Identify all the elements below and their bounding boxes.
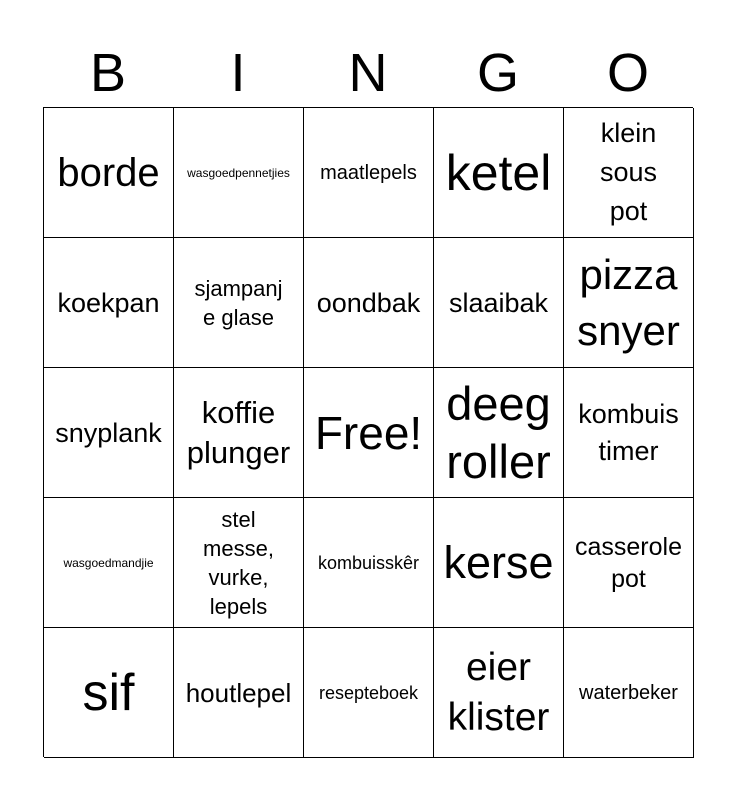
header-letter-o: O xyxy=(606,43,649,103)
cell-text: casserole pot xyxy=(575,532,682,593)
cell-text: sjampanje glase xyxy=(194,275,283,330)
cell-text: deeg roller xyxy=(446,376,551,488)
bingo-cell[interactable] xyxy=(44,108,174,238)
cell-text: snyplank xyxy=(55,417,162,448)
bingo-cell[interactable] xyxy=(304,628,434,758)
bingo-cell[interactable] xyxy=(174,628,304,758)
cell-text: kombuis timer xyxy=(578,398,679,466)
bingo-cell[interactable] xyxy=(564,498,694,628)
cell-text: wasgoedpennetjies xyxy=(187,165,290,180)
bingo-cell[interactable] xyxy=(44,238,174,368)
cell-text: waterbeker xyxy=(579,681,678,704)
cell-text: slaaibak xyxy=(448,287,549,318)
cell-text: klein sous pot xyxy=(599,118,658,226)
cell-text: koekpan xyxy=(57,287,160,318)
bingo-cell[interactable] xyxy=(434,238,564,368)
cell-text: sif xyxy=(82,663,135,722)
bingo-cell[interactable] xyxy=(44,368,174,498)
bingo-cell[interactable] xyxy=(434,368,564,498)
bingo-cell[interactable] xyxy=(174,238,304,368)
cell-text: Free! xyxy=(314,406,423,459)
bingo-cell[interactable] xyxy=(434,108,564,238)
cell-text: stel messe, vurke, lepels xyxy=(203,506,274,619)
cell-text: ketel xyxy=(445,144,552,201)
bingo-cell[interactable] xyxy=(174,368,304,498)
cell-text: pizza snyer xyxy=(577,250,680,354)
cell-text: eier klister xyxy=(447,645,550,739)
bingo-cell[interactable] xyxy=(434,628,564,758)
header-letter-n: N xyxy=(348,43,388,103)
cell-text: kerse xyxy=(443,536,554,588)
cell-text: maatlepels xyxy=(320,161,417,184)
header-letter-g: G xyxy=(476,43,519,103)
bingo-cell[interactable] xyxy=(564,368,694,498)
cell-text: resepteboek xyxy=(318,682,419,703)
bingo-cell[interactable] xyxy=(564,238,694,368)
bingo-cell[interactable] xyxy=(304,368,434,498)
cell-text: koffie plunger xyxy=(186,394,291,470)
cell-text: wasgoedmandjie xyxy=(63,555,154,570)
cell-text: kombuisskêr xyxy=(317,552,420,573)
cell-text: oondbak xyxy=(316,287,421,318)
bingo-cell[interactable] xyxy=(44,498,174,628)
cell-text: houtlepel xyxy=(185,677,292,708)
bingo-cell[interactable] xyxy=(304,498,434,628)
bingo-cell[interactable] xyxy=(304,238,434,368)
bingo-card-grid xyxy=(43,107,693,757)
bingo-cell[interactable] xyxy=(564,628,694,758)
bingo-cell[interactable] xyxy=(304,108,434,238)
bingo-cell[interactable] xyxy=(174,498,304,628)
bingo-cell[interactable] xyxy=(564,108,694,238)
bingo-cell[interactable] xyxy=(434,498,564,628)
cell-text: borde xyxy=(57,150,160,195)
bingo-header xyxy=(43,38,693,108)
bingo-cell[interactable] xyxy=(174,108,304,238)
bingo-cell[interactable] xyxy=(44,628,174,758)
header-letter-i: I xyxy=(230,43,246,103)
header-letter-b: B xyxy=(89,43,127,103)
